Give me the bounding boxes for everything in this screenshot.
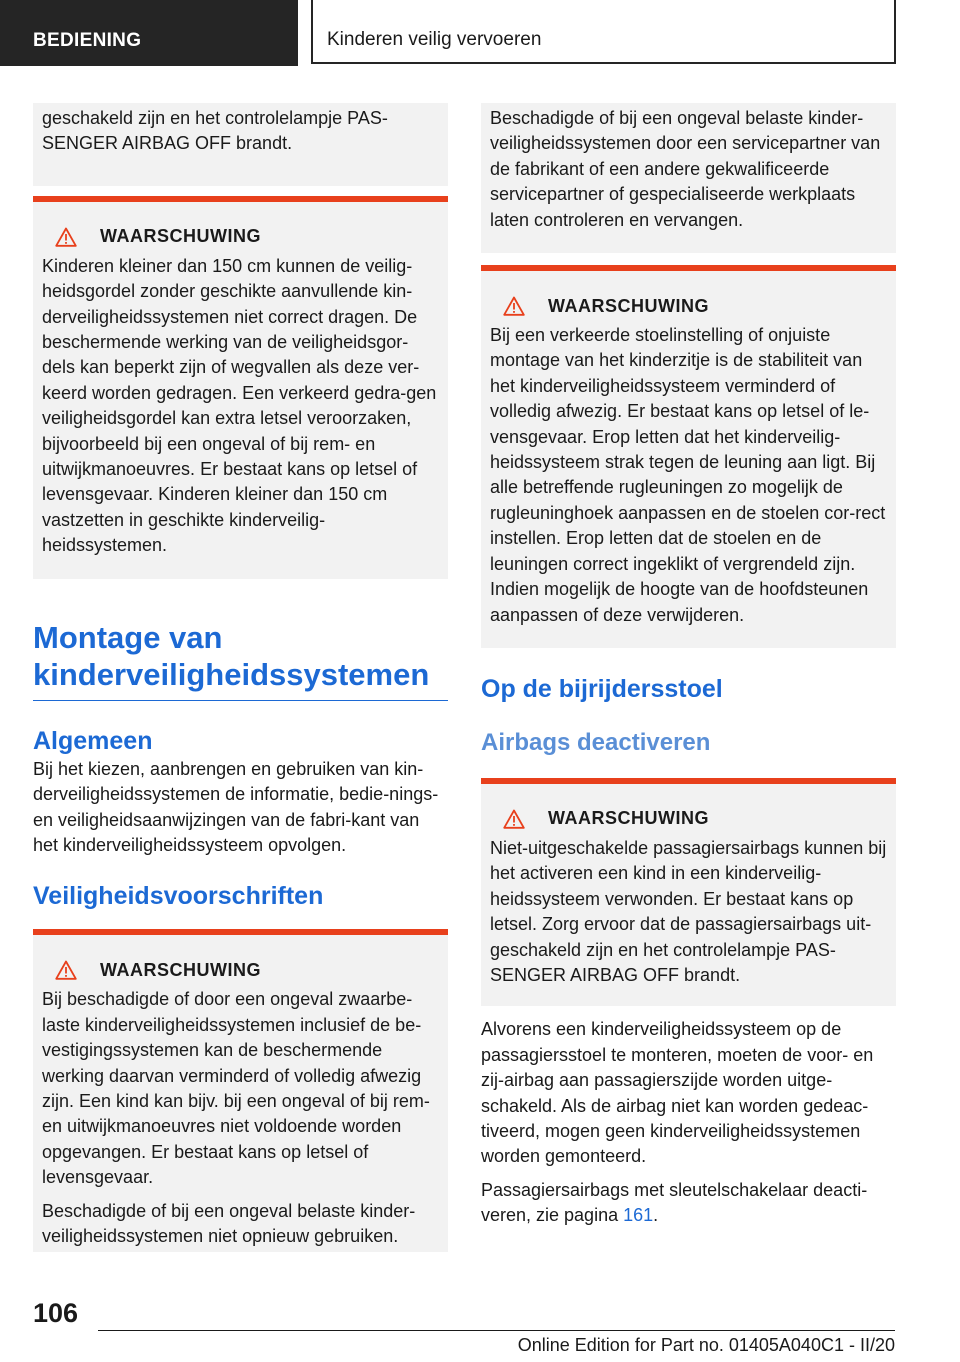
warning-box-3 (481, 265, 896, 648)
warning-text: Bij beschadigde of door een ongeval zwaarbe‐laste kinderveiligheidssystemen inclusief de be‐vestigingssystemen kan de beschermende werking daarvan verminderd of volledig afwezig zijn. Een kind kan bijv. bij een ongeval of bij rem- en uitwijkmanoeuvres niet voldoende worden opgevangen. Er bestaat kans op letsel of levensgevaar. Beschadigde of bij een ongeval belaste kinder‐veiligheidssystemen niet opnieuw gebruiken. (42, 989, 430, 1246)
left-column (33, 103, 448, 1252)
right-column (481, 103, 896, 1229)
heading-algemeen: Algemeen (33, 726, 153, 755)
chapter-title: Kinderen veilig vervoeren (311, 0, 896, 64)
warning-box-2 (33, 929, 448, 1252)
heading-bijrijdersstoel: Op de bijrijdersstoel (481, 674, 723, 703)
warning-box-4 (481, 778, 896, 1006)
intro-text: geschakeld zijn en het controlelampje PAS‐SENGER AIRBAG OFF brandt. (42, 108, 388, 154)
key-switch-text: Passagiersairbags met sleutelschakelaar deacti‐veren, zie pagina 161. (481, 1179, 868, 1226)
page-header (0, 0, 960, 66)
warning-title: WAARSCHUWING (33, 224, 448, 250)
intro-box (33, 103, 448, 186)
continued-box (481, 103, 896, 253)
heading-airbags: Airbags deactiveren (481, 728, 711, 756)
page-number: 106 (33, 1298, 79, 1328)
warning-title: WAARSCHUWING (481, 806, 896, 832)
continued-text: Beschadigde of bij een ongeval belaste kinder‐veiligheidssystemen door een servicepartner van de fabrikant of een andere gekwalificeerde servicepartner of gespecialiseerde werkplaats laten controleren en vervangen. (490, 108, 881, 230)
warning-triangle-icon (55, 960, 77, 980)
warning-triangle-icon (55, 227, 77, 247)
heading-montage: Montage van kinderveiligheidssystemen (33, 619, 448, 701)
footer-divider (98, 1330, 895, 1331)
warning-title: WAARSCHUWING (33, 957, 448, 983)
warning-text: Kinderen kleiner dan 150 cm kunnen de veilig‐heidsgordel zonder geschikte aanvullende kin‐derveiligheidssystemen niet correct dragen. De beschermende werking van de veiligheidsgor‐dels kan beperkt zijn of wegvallen als deze ver‐keerd worden gedragen. Een verkeerd gedra‐gen veiligheidsgordel kan extra letsel veroorzaken, bijvoorbeeld bij een ongeval of bij rem- en uitwijkmanoeuvres. Er bestaat kans op letsel of levensgevaar. Kinderen kleiner dan 150 cm vastzetten in geschikte kinderveilig‐heidssystemen. (42, 255, 437, 556)
heading-veiligheid: Veiligheidsvoorschriften (33, 882, 324, 911)
warning-triangle-icon (503, 296, 525, 316)
warning-box-1 (33, 196, 448, 579)
general-text: Bij het kiezen, aanbrengen en gebruiken van kin‐derveiligheidssystemen de informatie, bedie‐nings- en veiligheidsaanwijzingen van de fabri‐kant van het kinderveiligheidssysteem opvolgen. (33, 758, 439, 855)
warning-triangle-icon (503, 809, 525, 829)
edition-text: Online Edition for Part no. 01405A040C1 - II/20 (517, 1335, 895, 1355)
warning-text: Bij een verkeerde stoelinstelling of onjuiste montage van het kinderzitje is de stabiliteit van het kinderveiligheidssysteem verminderd of volledig afwezig. Er bestaat kans op letsel of le‐vensgevaar. Erop letten dat het kinderveilig‐heidssysteem strak tegen de leuning aan ligt. Bij alle betreffende rugleuningen zo mogelijk de rugleuninghoek aanpassen en de stoelen cor‐rect instellen. Erop letten dat de stoelen en de leuningen correct ingeklikt of vergrendeld zijn. Indien mogelijk de hoogte van de hoofdsteunen aanpassen of deze verwijderen. (490, 325, 886, 625)
warning-title: WAARSCHUWING (481, 293, 896, 319)
page-reference-link[interactable]: 161 (623, 1205, 654, 1226)
passenger-text: Alvorens een kinderveiligheidssysteem op de passagiersstoel te monteren, moeten de voor- en zij-airbag aan passagierszijde worden uitge‐schakeld. Als de airbag niet kan worden gedeac‐tiveerd, mogen geen kinderveiligheidssystemen worden gemonteerd. (481, 1019, 874, 1167)
section-title: BEDIENING (0, 0, 298, 66)
warning-text: Niet-uitgeschakelde passagiersairbags kunnen bij het activeren een kind in een kinderveilig‐heidssysteem verwonden. Er bestaat kans op letsel. Zorg ervoor dat de passagiersairbags uit‐geschakeld zijn en het controlelampje PAS‐SENGER AIRBAG OFF brandt. (490, 837, 887, 985)
